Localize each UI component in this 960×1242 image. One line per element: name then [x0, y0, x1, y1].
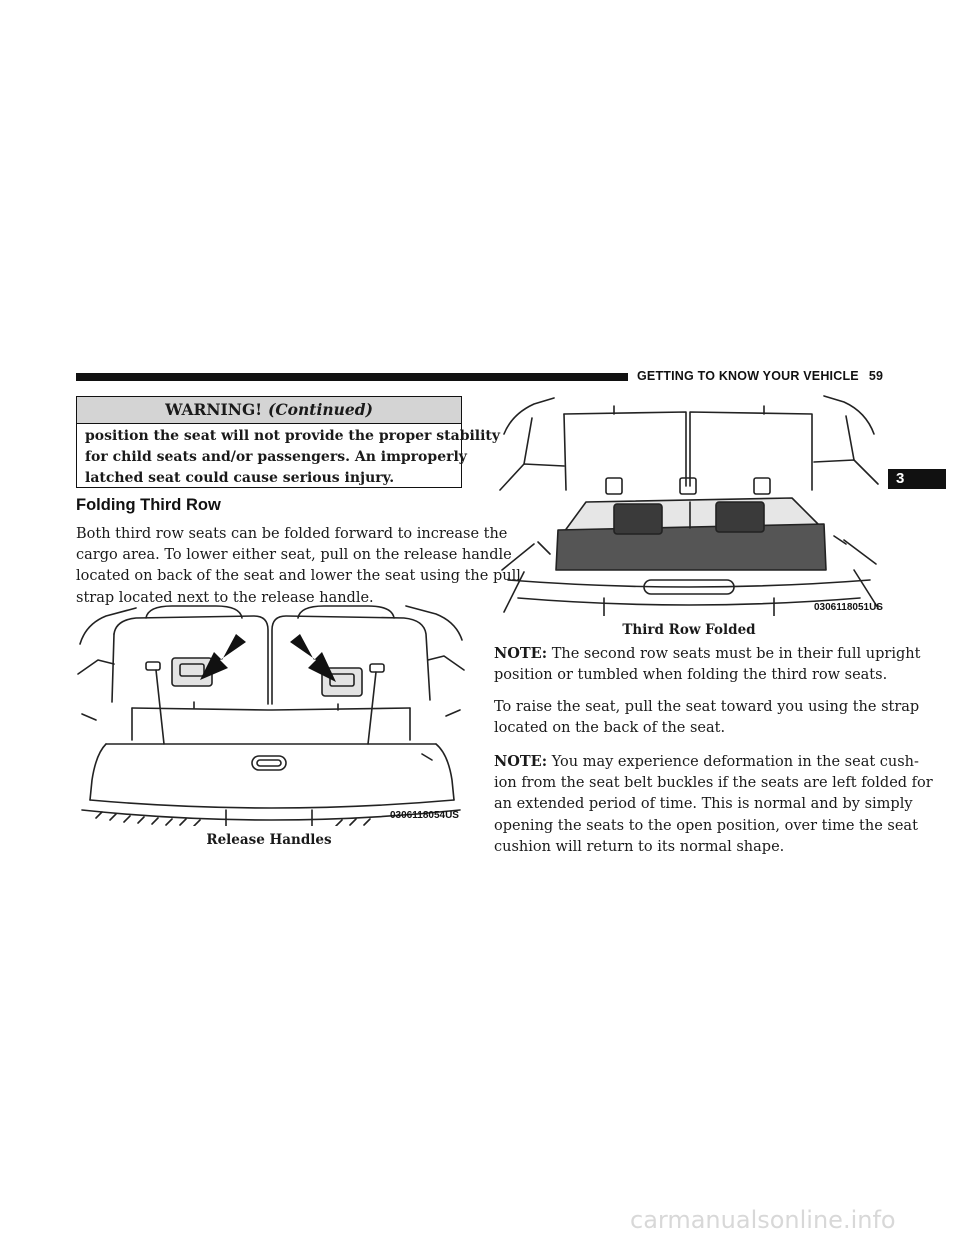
warning-continued: (Continued) — [268, 400, 373, 419]
header-section-title: GETTING TO KNOW YOUR VEHICLE — [637, 369, 859, 383]
release-handles-illustration — [76, 604, 466, 826]
raise-paragraph — [494, 697, 920, 739]
paragraph-line: To raise the seat, pull the seat toward you using the strap — [494, 699, 920, 715]
paragraph-line: ion from the seat belt buckles if the seats are left folded for — [494, 775, 933, 792]
paragraph-line — [494, 751, 919, 773]
paragraph-line: opening the seats to the open position, over time the seat — [494, 817, 918, 834]
paragraph-line: located on the back of the seat. — [494, 720, 726, 737]
paragraph-line: located on back of the seat and lower the seat using the pull — [76, 568, 521, 585]
warning-line: position the seat will not provide the proper stability — [85, 428, 501, 444]
warning-line: for child seats and/or passengers. An improperly — [85, 449, 467, 465]
chapter-tab[interactable]: 3 — [888, 469, 946, 489]
figure-code: 0306118051US — [814, 602, 883, 613]
figure-caption: Third Row Folded — [622, 622, 756, 638]
release-handles-figure — [76, 604, 466, 826]
note-text: You may experience deformation in the seat cush- — [551, 754, 919, 770]
intro-paragraph — [76, 524, 521, 609]
third-row-folded-figure — [494, 394, 884, 616]
paragraph-line — [494, 643, 921, 665]
paragraph-line: position or tumbled when folding the third row seats. — [494, 667, 888, 684]
arrow-left-graphic — [200, 634, 246, 680]
paragraph-line: cushion will return to its normal shape. — [494, 838, 785, 855]
paragraph-line: cargo area. To lower either seat, pull on the release handle — [76, 547, 512, 564]
note-label: NOTE: — [494, 645, 548, 662]
warning-text — [77, 424, 501, 489]
page-number: 59 — [868, 369, 884, 383]
paragraph-line: strap located next to the release handle. — [76, 589, 374, 606]
note-paragraph — [494, 751, 933, 858]
warning-heading — [77, 397, 461, 424]
section-title: Folding Third Row — [76, 496, 221, 514]
paragraph-line: Both third row seats can be folded forward to increase the — [76, 526, 508, 542]
figure-code: 0306118054US — [390, 810, 459, 821]
note-label: NOTE: — [494, 753, 548, 770]
header-rule — [76, 373, 628, 381]
note-text: The second row seats must be in their full upright — [551, 646, 921, 662]
warning-line: latched seat could cause serious injury. — [85, 470, 395, 486]
third-row-folded-illustration — [494, 394, 884, 616]
figure-caption: Release Handles — [206, 832, 332, 848]
note-paragraph — [494, 643, 921, 686]
warning-box — [76, 396, 501, 488]
arrow-right-graphic — [290, 634, 336, 682]
warning-title: WARNING! — [165, 400, 263, 419]
paragraph-line: an extended period of time. This is normal and by simply — [494, 796, 913, 813]
running-header — [637, 369, 884, 383]
watermark: carmanualsonline.info — [630, 1206, 896, 1234]
